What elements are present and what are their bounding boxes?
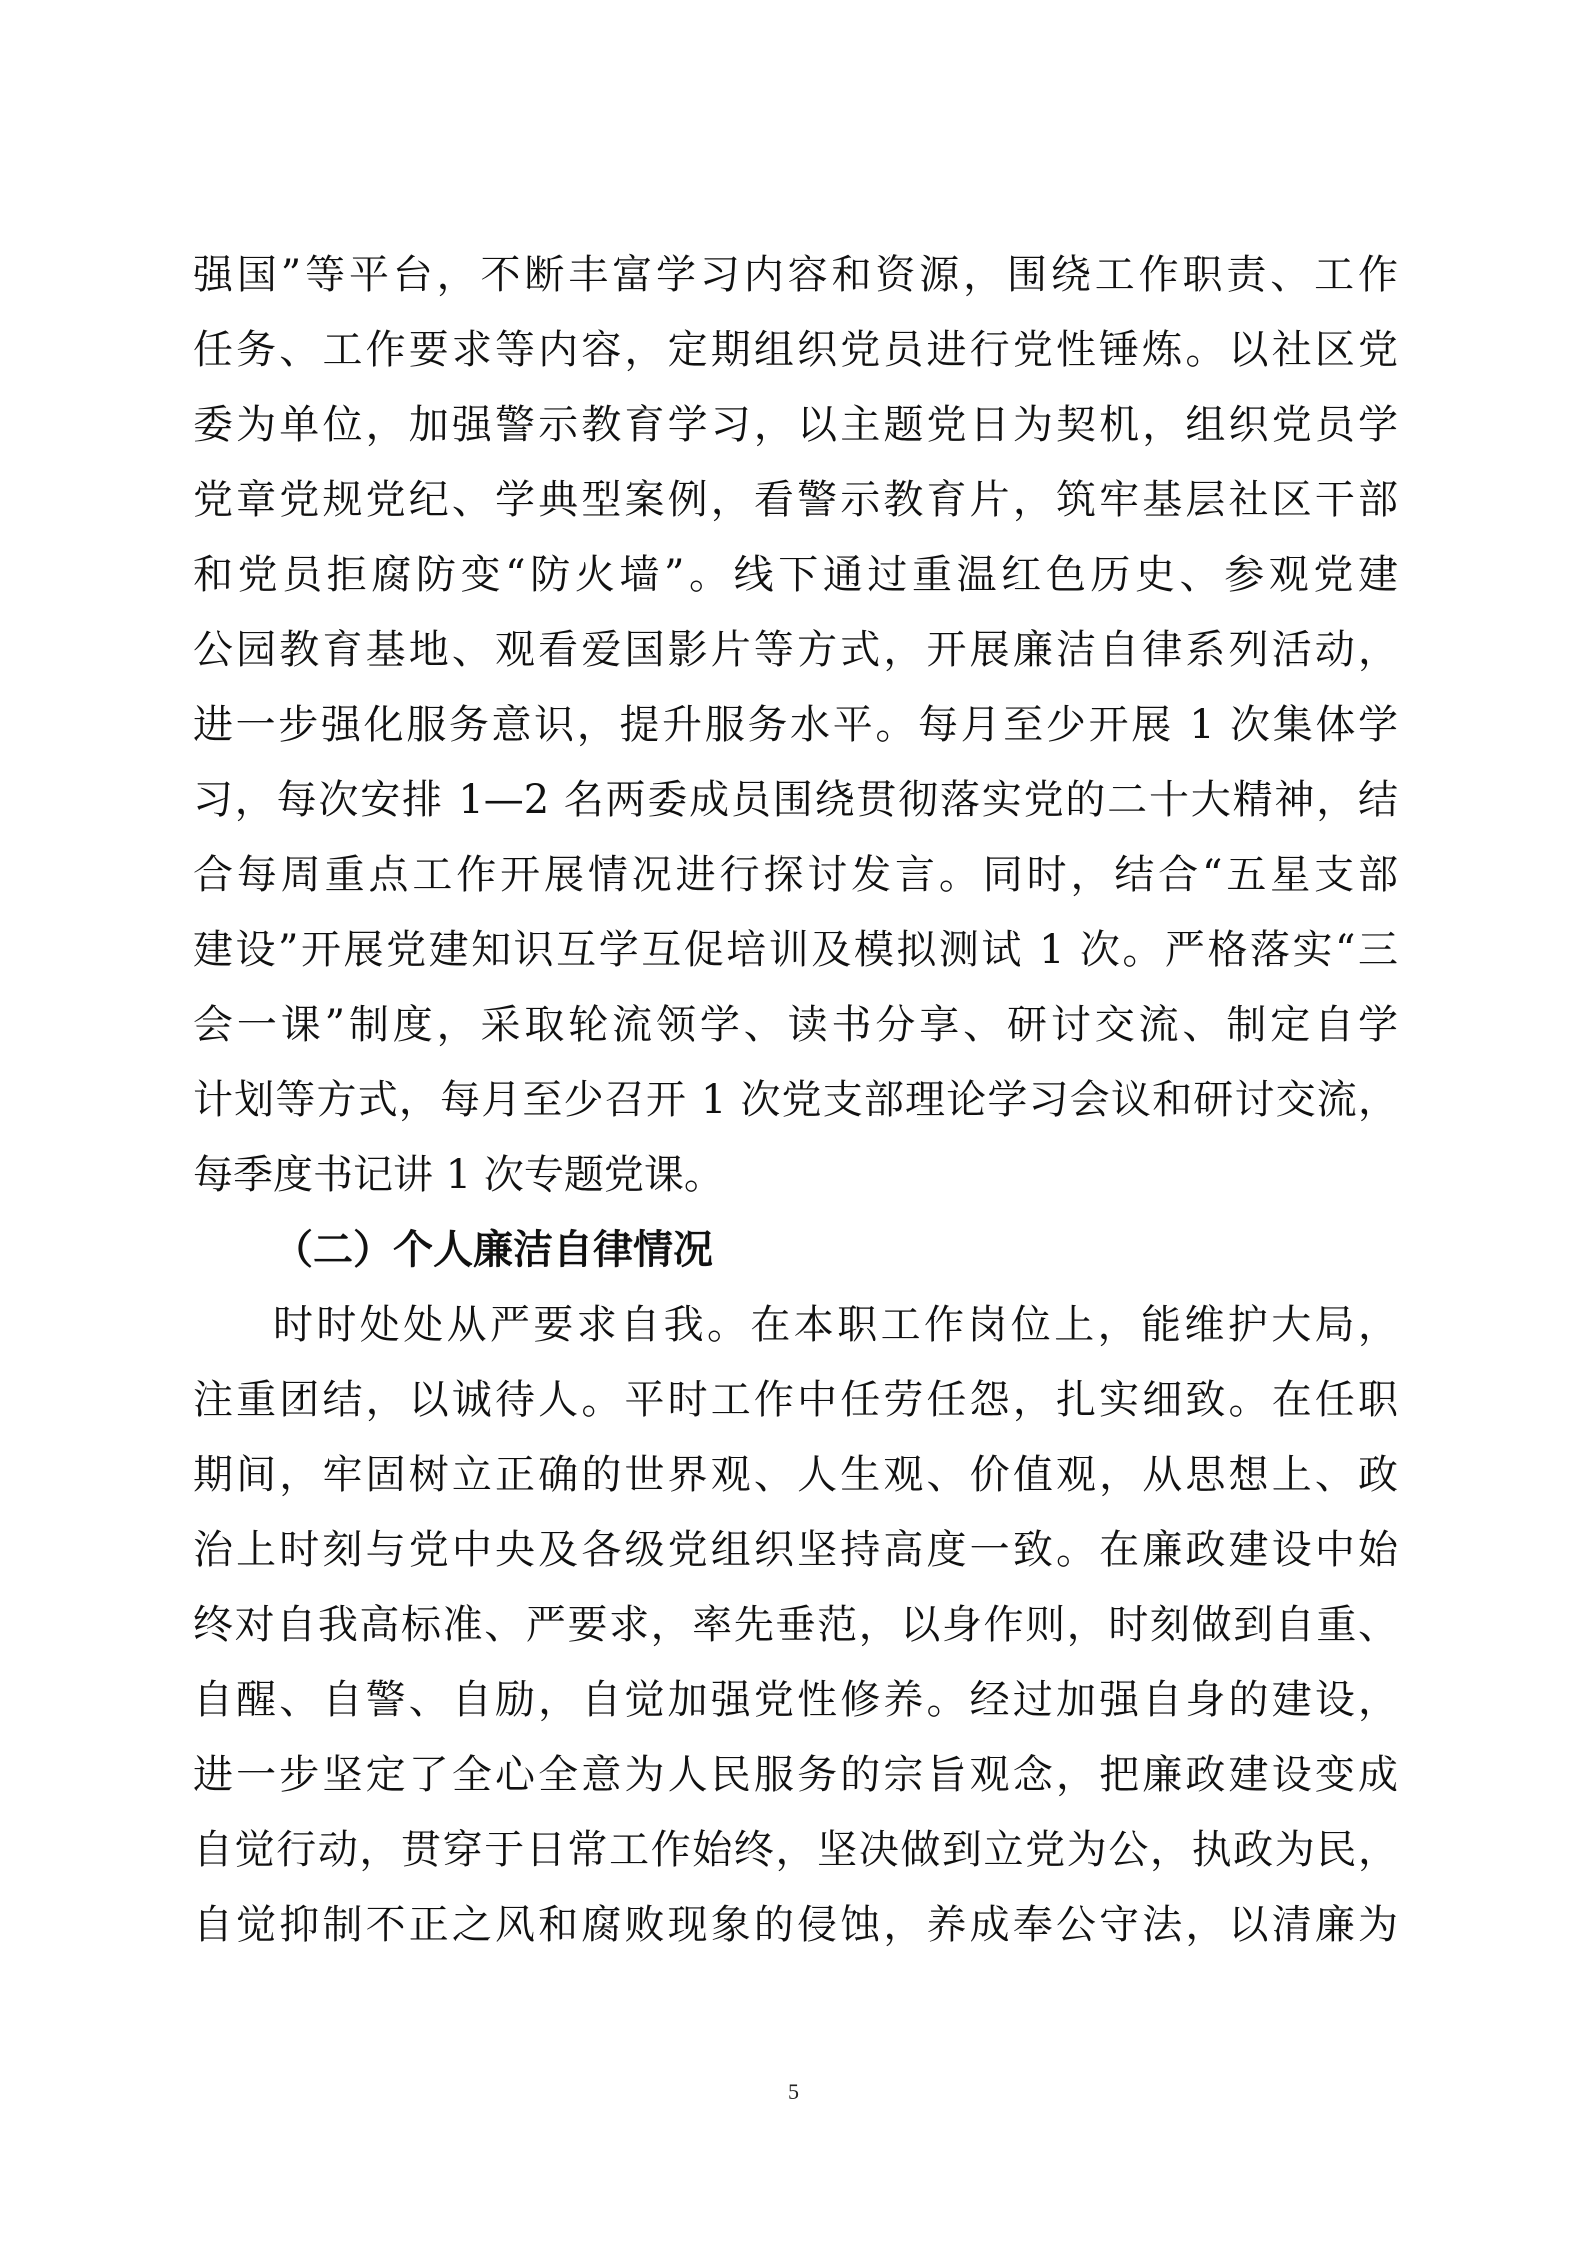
text-line: 进一步坚定了全心全意为人民服务的宗旨观念，把廉政建设变成 [193,1752,1398,1798]
text-line: 时时处处从严要求自我。在本职工作岗位上，能维护大局， [273,1302,1398,1348]
text-line: 终对自我高标准、严要求，率先垂范，以身作则，时刻做到自重、 [193,1602,1398,1648]
text-line: 强国”等平台，不断丰富学习内容和资源，围绕工作职责、工作 [193,252,1398,298]
text-line: 建设”开展党建知识互学互促培训及模拟测试 1 次。严格落实“三 [193,927,1398,973]
paragraph-self-discipline [193,1288,1398,1963]
text-line: 党章党规党纪、学典型案例，看警示教育片，筑牢基层社区干部 [193,477,1398,523]
text-line: 合每周重点工作开展情况进行探讨发言。同时，结合“五星支部 [193,852,1398,898]
text-line: 进一步强化服务意识，提升服务水平。每月至少开展 1 次集体学 [193,702,1398,748]
text-line: 公园教育基地、观看爱国影片等方式，开展廉洁自律系列活动， [193,627,1398,673]
text-line: 任务、工作要求等内容，定期组织党员进行党性锤炼。以社区党 [193,327,1398,373]
text-line: 会一课”制度，采取轮流领学、读书分享、研讨交流、制定自学 [193,1002,1398,1048]
page-number: 5 [788,2079,799,2104]
text-line: 每季度书记讲 1 次专题党课。 [193,1152,724,1198]
section-heading: （二）个人廉洁自律情况 [273,1227,713,1273]
text-line: 治上时刻与党中央及各级党组织坚持高度一致。在廉政建设中始 [193,1527,1398,1573]
paragraph-study-activities [193,238,1398,1213]
text-line: 计划等方式，每月至少召开 1 次党支部理论学习会议和研讨交流， [193,1077,1398,1123]
text-line: 期间，牢固树立正确的世界观、人生观、价值观，从思想上、政 [193,1452,1398,1498]
text-line: 自醒、自警、自励，自觉加强党性修养。经过加强自身的建设， [193,1677,1398,1723]
text-line: 委为单位，加强警示教育学习，以主题党日为契机，组织党员学 [193,402,1398,448]
text-line: 注重团结，以诚待人。平时工作中任劳任怨，扎实细致。在任职 [193,1377,1398,1423]
text-line: 和党员拒腐防变“防火墙”。线下通过重温红色历史、参观党建 [193,552,1398,598]
document-body [193,238,1398,1963]
text-line: 习，每次安排 1—2 名两委成员围绕贯彻落实党的二十大精神，结 [193,777,1398,823]
text-line: 自觉抑制不正之风和腐败现象的侵蚀，养成奉公守法，以清廉为 [193,1902,1398,1948]
text-line: 自觉行动，贯穿于日常工作始终，坚决做到立党为公，执政为民， [193,1827,1398,1873]
